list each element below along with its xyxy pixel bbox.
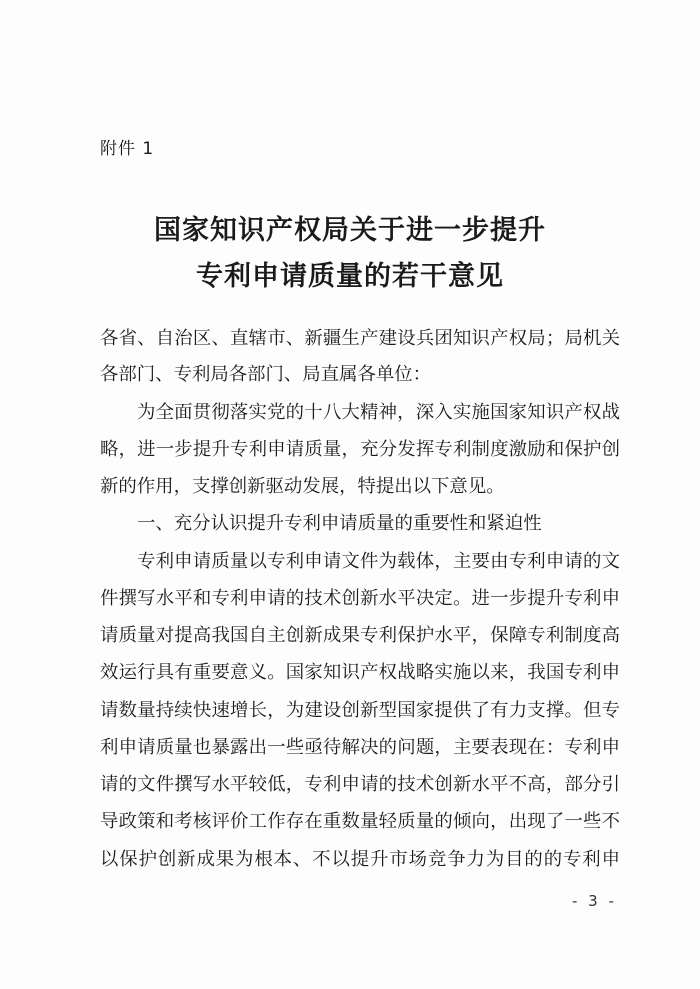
- body-line: 导政策和考核评价工作存在重数量轻质量的倾向，出现了一些不: [100, 811, 620, 832]
- body-line: 以保护创新成果为根本、不以提升市场竞争力为目的的专利申: [100, 849, 620, 870]
- attachment-label: 附件 1: [100, 139, 155, 159]
- section-heading: 一、充分认识提升专利申请质量的重要性和紧迫性: [137, 513, 542, 534]
- body-line: 请数量持续快速增长，为建设创新型国家提供了有力支撑。但专: [100, 700, 620, 721]
- document-title-line-2: 专利申请质量的若干意见: [196, 261, 504, 292]
- body-line: 为全面贯彻落实党的十八大精神，深入实施国家知识产权战: [137, 402, 620, 423]
- body-line: 略，进一步提升专利申请质量，充分发挥专利制度激励和保护创: [100, 439, 620, 460]
- page-number: - 3 -: [572, 892, 617, 910]
- body-line: 效运行具有重要意义。国家知识产权战略实施以来，我国专利申: [100, 662, 620, 683]
- body-line: 新的作用，支撑创新驱动发展，特提出以下意见。: [100, 476, 505, 497]
- document-title-line-1: 国家知识产权局关于进一步提升: [154, 215, 546, 246]
- body-line: 专利申请质量以专利申请文件为载体，主要由专利申请的文: [137, 551, 620, 572]
- body-line: 请的文件撰写水平较低，专利申请的技术创新水平不高，部分引: [100, 774, 620, 795]
- body-line: 请质量对提高我国自主创新成果专利保护水平，保障专利制度高: [100, 625, 620, 646]
- body-line: 件撰写水平和专利申请的技术创新水平决定。进一步提升专利申: [100, 588, 620, 609]
- body-line: 各省、自治区、直辖市、新疆生产建设兵团知识产权局；局机关: [100, 328, 620, 349]
- body-line: 利申请质量也暴露出一些亟待解决的问题，主要表现在：专利申: [100, 737, 620, 758]
- body-line: 各部门、专利局各部门、局直属各单位：: [100, 364, 432, 385]
